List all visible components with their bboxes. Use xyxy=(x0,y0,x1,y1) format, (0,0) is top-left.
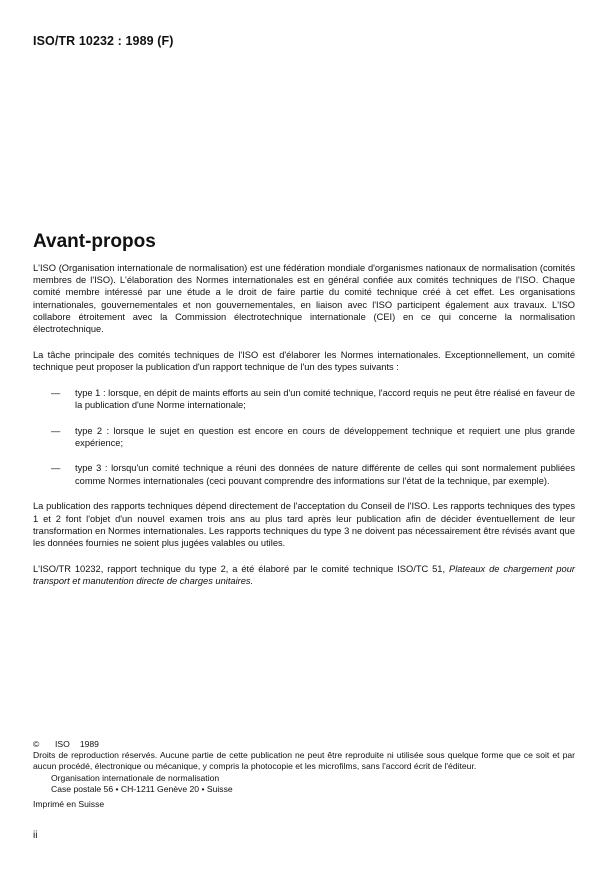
committee-title-italic: Plateaux de chargement pour transport et manutention directe de charges unitaires. xyxy=(33,563,575,586)
page-title: Avant-propos xyxy=(33,231,156,252)
list-item-text: type 3 : lorsqu'un comité technique a réuni des données de nature différente de celles qui sont normalement publiées comme Normes internationales (ceci pouvant comprendre des informations sur l'état de la technique, par exemple). xyxy=(75,463,575,486)
list-item-text: type 1 : lorsque, en dépit de maints efforts au sein d'un comité technique, l'accord requis ne peut être réalisé en faveur de la publication d'une Norme internationale; xyxy=(75,387,575,410)
organization-name: Organisation internationale de normalisation xyxy=(51,772,220,783)
paragraph-committee-tasks: La tâche principale des comités techniques de l'ISO est d'élaborer les Normes internationales. Exceptionnellement, un comité technique peut proposer la publication d'un rapport technique de l'un des types suivants : xyxy=(33,349,575,372)
copyright-block xyxy=(33,739,575,810)
dash-marker: — xyxy=(51,387,61,398)
copyright-line xyxy=(33,739,575,750)
list-item-type-2 xyxy=(51,425,575,449)
printed-in: Imprimé en Suisse xyxy=(33,799,105,810)
paragraph-tr-origin xyxy=(33,563,575,587)
list-item-type-1 xyxy=(51,387,575,411)
postal-address: Case postale 56 • CH-1211 Genève 20 • Suisse xyxy=(51,783,233,794)
list-item-type-3 xyxy=(51,462,575,486)
copyright-year: 1989 xyxy=(79,739,99,749)
list-item-text: type 2 : lorsque le sujet en question est encore en cours de développement technique et requiert une plus grande expérience; xyxy=(75,425,575,448)
foreword-body xyxy=(33,262,575,601)
dash-marker: — xyxy=(51,425,61,436)
page-number: ii xyxy=(33,830,38,841)
paragraph-publication-review: La publication des rapports techniques dépend directement de l'acceptation du Conseil de l'ISO. Les rapports techniques des types 1 et 2 font l'objet d'un nouvel examen trois ans au plus tard après leur publication afin de décider éventuellement de leur transformation en Normes internationales. Les rapports techniques du type 3 ne doivent pas nécessairement être révisés avant que les données fournies ne soient plus jugées valables ou utiles. xyxy=(33,501,575,548)
copyright-icon: © xyxy=(33,739,40,749)
paragraph-iso-intro: L'ISO (Organisation internationale de normalisation) est une fédération mondiale d'organismes nationaux de normalisation (comités membres de l'ISO). L'élaboration des Normes internationales est en général confiée aux comités techniques de l'ISO. Chaque comité membre intéressé par une étude a le droit de faire partie du comité technique créé à cet effet. Les organisations internationales, gouvernementales et non gouvernementales, en liaison avec l'ISO participent également aux travaux. L'ISO collabore étroitement avec la Commission électrotechnique internationale (CEI) en ce qui concerne la normalisation électrotechnique. xyxy=(33,263,575,335)
copyright-owner: ISO xyxy=(55,739,70,749)
rights-statement: Droits de reproduction réservés. Aucune partie de cette publication ne peut être reproduite ni utilisée sous quelque forme que ce soit et par aucun procédé, électronique ou mécanique, y compris la photocopie et les microfilms, sans l'accord écrit de l'éditeur. xyxy=(33,750,575,772)
document-id-header: ISO/TR 10232 : 1989 (F) xyxy=(33,34,174,48)
tr-origin-text: L'ISO/TR 10232, rapport technique du type 2, a été élaboré par le comité technique ISO/TC 51, xyxy=(33,563,449,574)
dash-marker: — xyxy=(51,463,61,474)
